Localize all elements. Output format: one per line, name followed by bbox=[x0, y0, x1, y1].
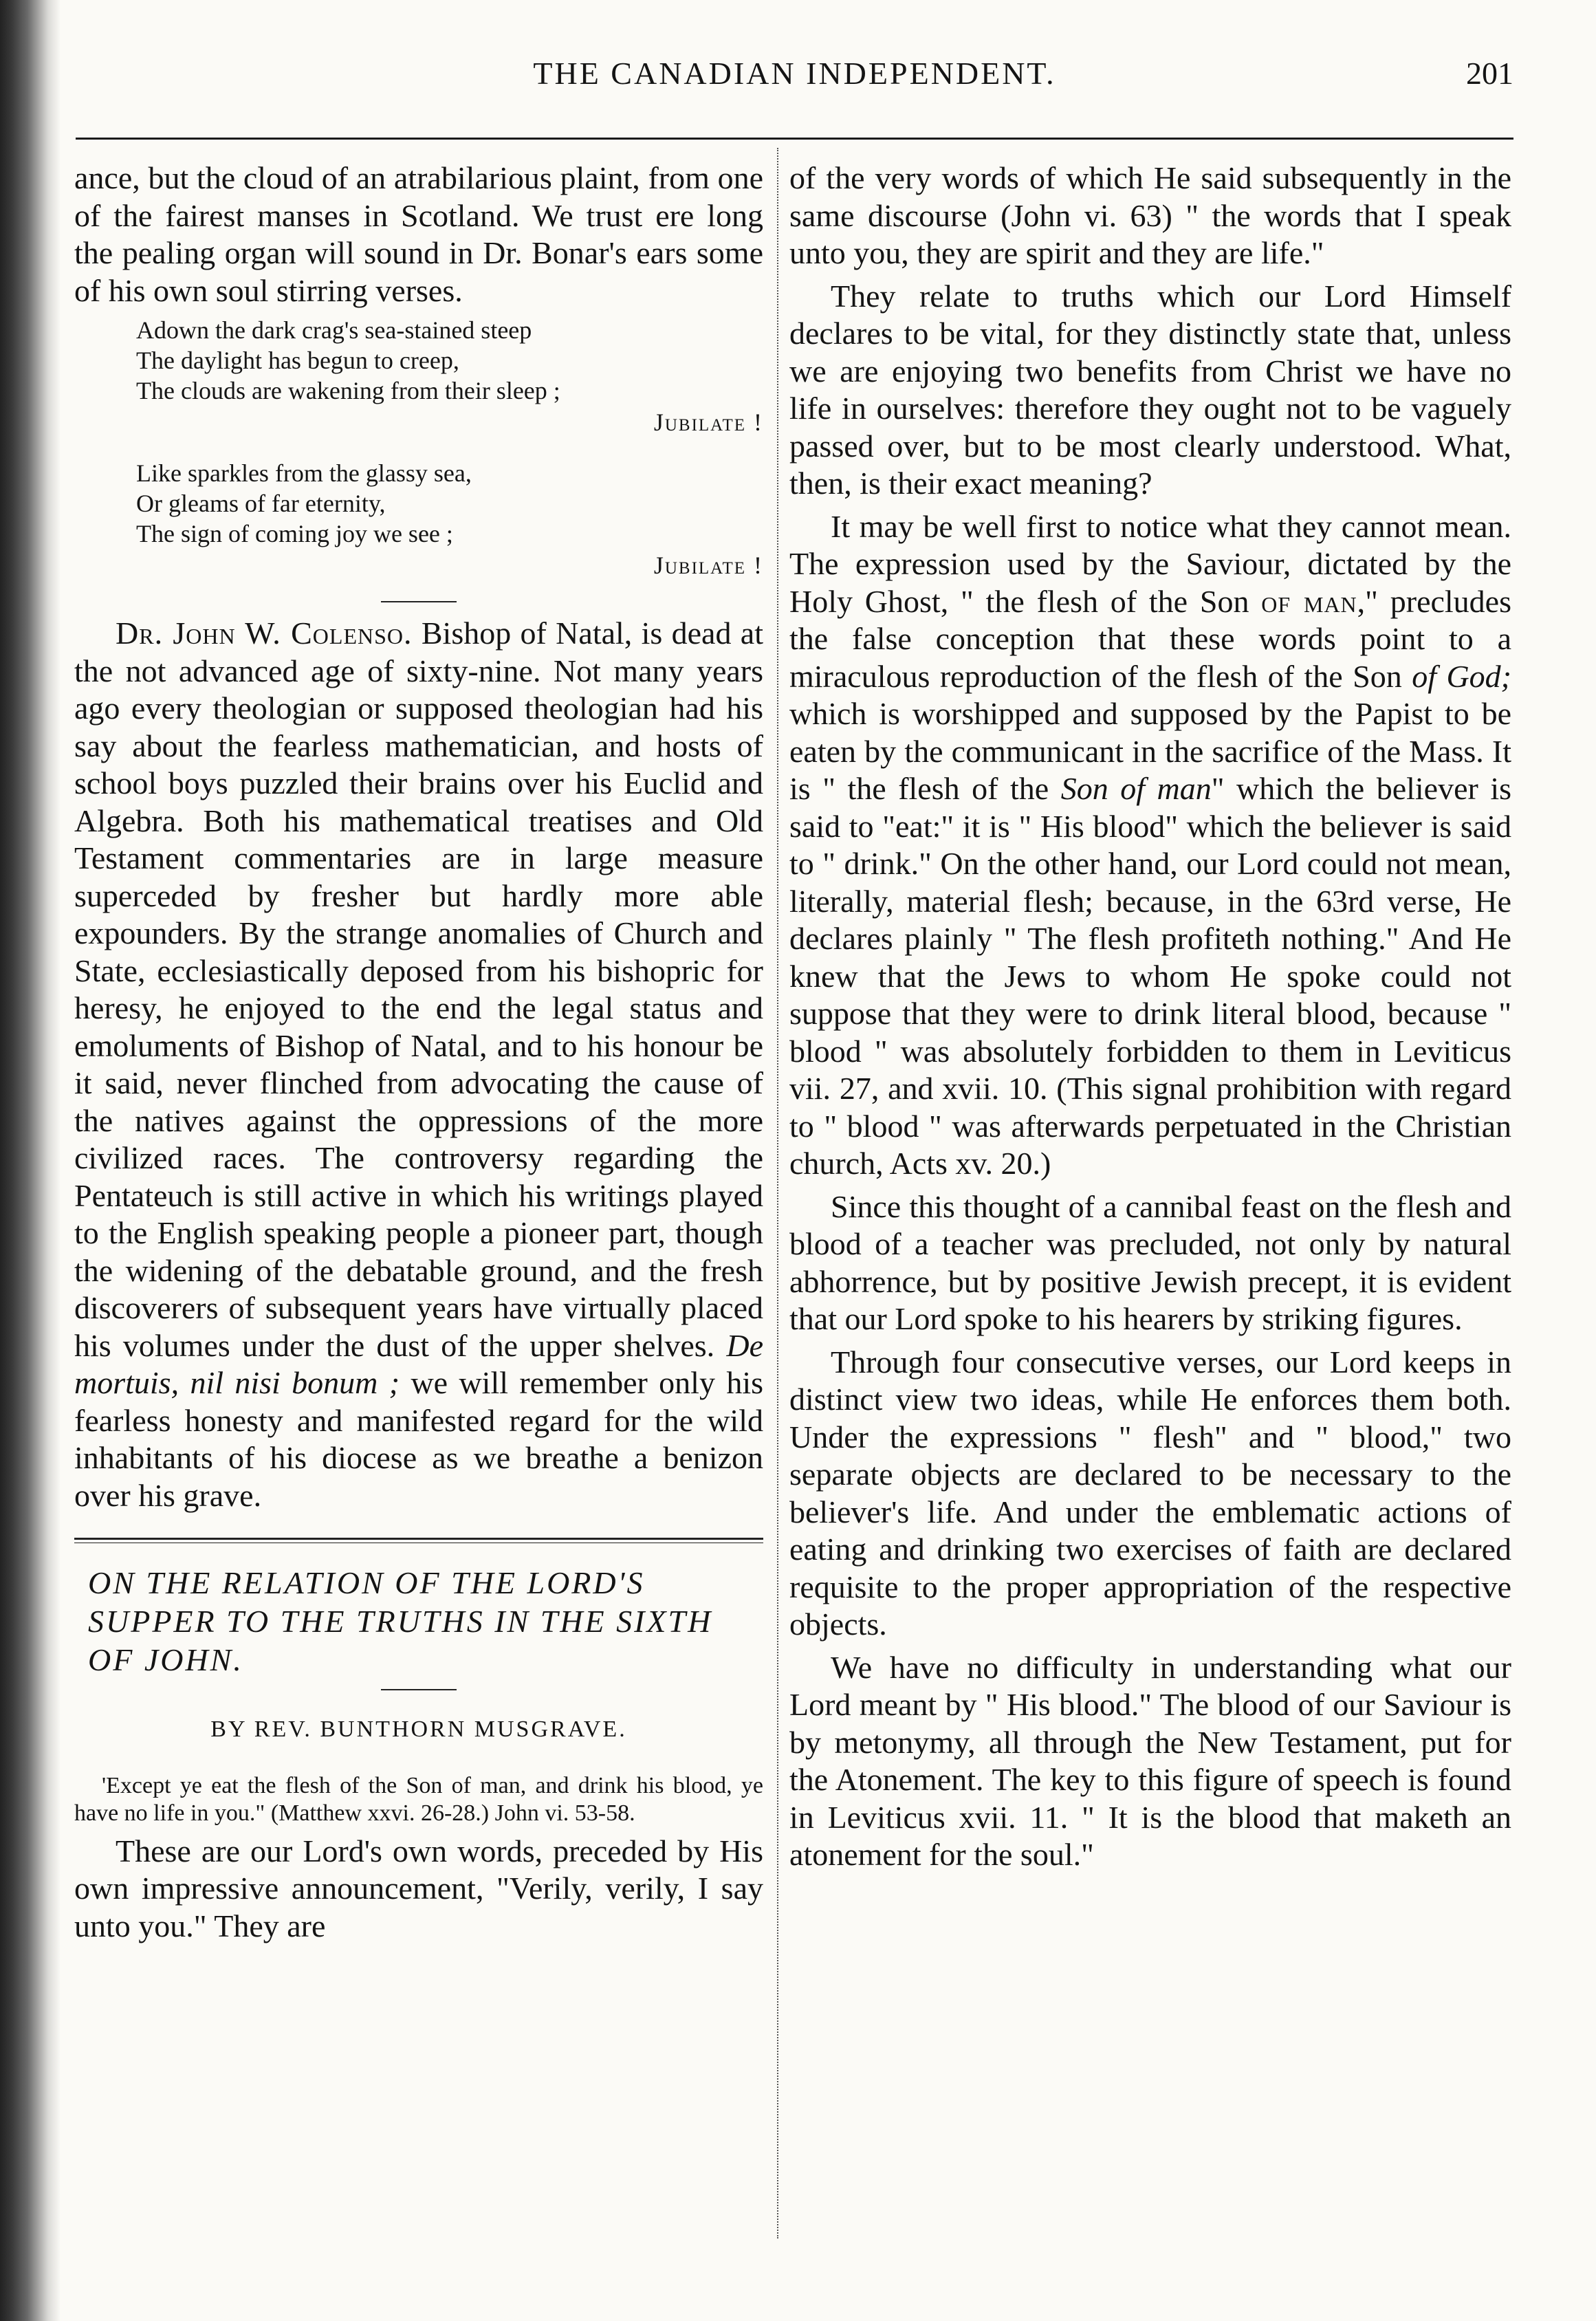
poem-line: The sign of coming joy we see ; bbox=[136, 520, 453, 547]
latin-phrase: De mortuis, nil nisi bonum ; bbox=[74, 1327, 763, 1400]
text-run: " which the believer is said to "eat:" it is " His blood" which the believer is said to " drink." On the other hand, our Lord could not mean, literally, material flesh; because, in the 63rd verse, He declares plainly " The flesh profiteth nothing." And He knew that the Jews to whom He spoke could not suppose that they were to drink literal blood, because " blood " was absolutely forbidden to them in Leviticus vii. 27, and xvii. 10. (This signal prohibition with regard to " blood " was afterwards perpetuated in the Christian church, Acts xv. 20.) bbox=[789, 771, 1512, 1181]
poem-line: Or gleams of far eternity, bbox=[136, 490, 386, 517]
italic-run: Son of man bbox=[1060, 771, 1212, 806]
journal-title: THE CANADIAN INDEPENDENT. bbox=[533, 56, 1056, 91]
poem-line: Like sparkles from the glassy sea, bbox=[136, 459, 472, 487]
header-rule bbox=[76, 138, 1513, 140]
article-epigraph: 'Except ye eat the flesh of the Son of man, and drink his blood, ye have no life in you." (Matthew xxvi. 26-28.) John vi. 53-58. bbox=[74, 1772, 763, 1826]
paragraph-continued: of the very words of which He said subsequently in the same discourse (John vi. 63) " the words that I speak unto you, they are spirit and they are life." bbox=[789, 160, 1511, 270]
paragraph-striking-figures: Since this thought of a cannibal feast on the flesh and blood of a teacher was precluded, not only by natural abhorrence, but by positive Jewish precept, it is evident that our Lord spoke to his hearers by striking figures. bbox=[789, 1188, 1511, 1336]
article-opening: These are our Lord's own words, preceded by His own impressive announcement, "Verily, verily, I say unto you." They are bbox=[74, 1833, 763, 1943]
running-head bbox=[76, 48, 1513, 110]
column-divider bbox=[777, 148, 778, 2238]
page-number: 201 bbox=[1466, 56, 1513, 91]
colenso-text-end: we will remember only his fearless honesty and manifested regard for the wild inhabitants of his diocese as we breathe a benizon over his grave. bbox=[74, 1365, 763, 1513]
small-caps-run: of man bbox=[1261, 583, 1357, 619]
paragraph-colenso bbox=[74, 615, 763, 1514]
text-run: ," precludes the false conception that these words point to a miraculous reproduction of the flesh of the Son bbox=[789, 583, 1511, 694]
poem-stanza bbox=[136, 458, 763, 580]
poem-refrain: Jubilate ! bbox=[653, 408, 763, 436]
poem-line: The clouds are wakening from their sleep ; bbox=[136, 377, 560, 404]
article-title: ON THE RELATION OF THE LORD'S SUPPER TO THE TRUTHS IN THE SIXTH OF JOHN. bbox=[88, 1565, 713, 1677]
article-byline: BY REV. BUNTHORN MUSGRAVE. bbox=[210, 1717, 627, 1742]
colenso-name: Dr. John W. Colenso. bbox=[116, 615, 413, 651]
paragraph-his-blood: We have no difficulty in understanding what our Lord meant by " His blood." The blood of our Saviour is by metonymy, all through the New Testament, put for the Atonement. The key to this figure of speech is found in Leviticus xvii. 11. " It is the blood that maketh an atonement for the soul." bbox=[789, 1649, 1511, 1872]
article-divider bbox=[74, 1538, 763, 1543]
paragraph-cannot-mean bbox=[789, 508, 1511, 1183]
text-run: which is worshipped and supposed by the Papist to be eaten by the communicant in the sacrifice of the Mass. It is " the flesh of the bbox=[789, 696, 1511, 806]
poem-line: The daylight has begun to creep, bbox=[136, 347, 459, 374]
paragraph-vital-truths: They relate to truths which our Lord Himself declares to be vital, for they distinctly state that, unless we are enjoying two benefits from Christ we have no life in ourselves: therefore they ought not to be vaguely passed over, but to be most clearly understood. What, then, is their exact meaning? bbox=[789, 278, 1511, 501]
section-divider bbox=[381, 601, 457, 602]
left-column bbox=[74, 160, 763, 1950]
poem-refrain: Jubilate ! bbox=[653, 552, 763, 579]
poem-stanza bbox=[136, 315, 763, 437]
colenso-text: Bishop of Natal, is dead at the not advanced age of sixty-nine. Not many years ago every theologian or supposed theologian had his say about the fearless mathematician, and hosts of school boys puzzled their brains over his Euclid and Algebra. Both his mathematical treatises and Old Testament commentaries are in large measure superceded by fresher but hardly more able expounders. By the strange anomalies of Church and State, ecclesiastically deposed from his bishopric for heresy, he enjoyed to the end the legal status and emoluments of Bishop of Natal, and to his honour be it said, never flinched from advocating the cause of the natives against the oppressions of the more civilized races. The controversy regarding the Pentateuch is still active in which his writings played to the English speaking people a pioneer part, though the widening of the debatable ground, and the fresh discoverers of subsequent years have virtually placed his volumes under the dust of the upper shelves. bbox=[74, 615, 763, 1363]
paragraph-bonar: ance, but the cloud of an atrabilarious plaint, from one of the fairest manses in Scotland. We trust ere long the pealing organ will sound in Dr. Bonar's ears some of his own soul stirring verses. bbox=[74, 160, 763, 308]
poem-line: Adown the dark crag's sea-stained steep bbox=[136, 316, 532, 344]
binding-shadow bbox=[0, 0, 61, 2321]
title-divider bbox=[381, 1689, 457, 1690]
text-run: It may be well first to notice what they cannot mean. The expression used by the Saviour, dictated by the Holy Ghost, " the flesh of the Son bbox=[789, 508, 1511, 619]
right-column bbox=[789, 160, 1511, 1879]
paragraph-two-ideas: Through four consecutive verses, our Lord keeps in distinct view two ideas, while He enforces them both. Under the expressions " flesh" and " blood," two separate objects are declared to be necessary to the believer's life. And under the emblematic actions of eating and drinking two exercises of faith are declared requisite to the proper appropriation of the respective objects. bbox=[789, 1344, 1511, 1642]
poem bbox=[136, 315, 763, 580]
italic-run: of God; bbox=[1412, 658, 1511, 694]
